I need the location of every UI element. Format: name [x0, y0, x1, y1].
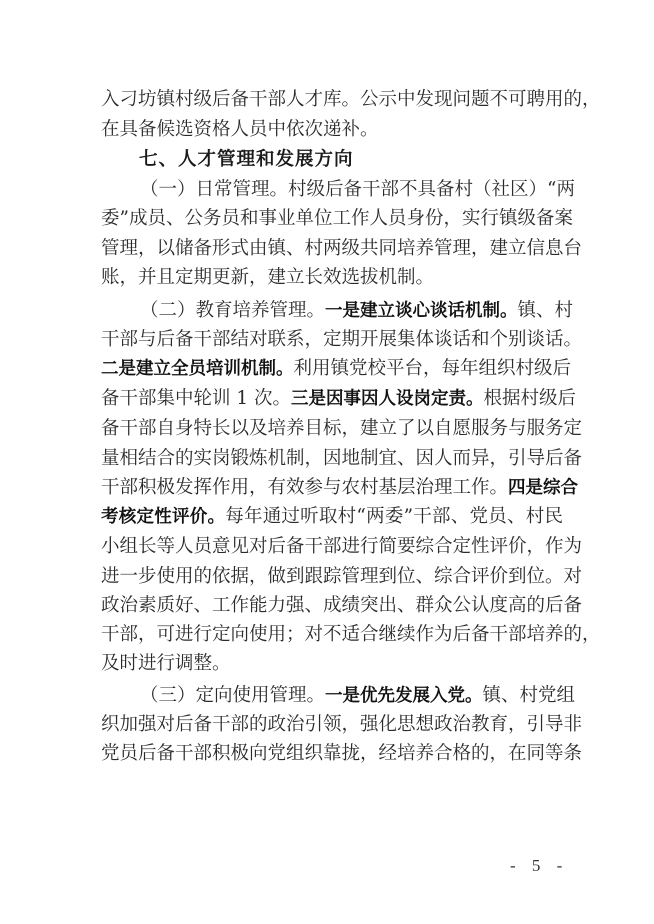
page-number: - 5 - — [510, 856, 569, 875]
body-line: 进一步使用的依据，做到跟踪管理到位、综合评价到位。对 — [101, 566, 583, 587]
subsection-label: （三）定向使用管理。 — [140, 685, 326, 706]
body-line — [140, 299, 574, 323]
body-line — [101, 357, 572, 381]
body-text: 备干部集中轮训 1 次。 — [101, 388, 292, 409]
body-line — [140, 684, 576, 708]
body-text: 每年通过听取村“两委”干部、党员、村民 — [225, 506, 563, 527]
body-text: 镇、村党组 — [482, 685, 576, 706]
body-line — [101, 387, 577, 411]
body-line: 入刁坊镇村级后备干部人才库。公示中发现问题不可聘用的， — [101, 89, 601, 110]
body-line: （一）日常管理。村级后备干部不具备村（社区）“两 — [140, 179, 575, 200]
bold-phrase: 考核定性评价。 — [101, 507, 226, 527]
bold-phrase: 一是建立谈心谈话机制。 — [325, 301, 518, 321]
body-text: 利用镇党校平台，每年组织村级后 — [293, 358, 572, 379]
bold-phrase: 三是因事因人设岗定责。 — [291, 389, 484, 409]
body-line: 及时进行调整。 — [101, 653, 231, 674]
body-text: 干部积极发挥作用，有效参与农村基层治理工作。 — [101, 477, 509, 498]
body-line: 党员后备干部积极向党组织靠拢，经培养合格的，在同等条 — [101, 743, 583, 764]
body-text: 根据村级后 — [483, 388, 577, 409]
subsection-label: （二）教育培养管理。 — [140, 300, 326, 321]
body-line: 备干部自身特长以及培养目标，建立了以自愿服务与服务定 — [101, 418, 583, 439]
bold-phrase: 二是建立全员培训机制。 — [101, 359, 294, 379]
body-line: 委”成员、公务员和事业单位工作人员身份，实行镇级备案 — [101, 208, 573, 229]
body-line: 干部与后备干部结对联系，定期开展集体谈话和个别谈话。 — [101, 329, 583, 350]
body-line: 干部，可进行定向使用；对不适合继续作为后备干部培养的， — [101, 624, 601, 645]
body-line: 织加强对后备干部的政治引领，强化思想政治教育，引导非 — [101, 714, 583, 735]
body-line — [101, 476, 579, 500]
body-text: 镇、村 — [517, 300, 574, 321]
bold-phrase: 一是优先发展入党。 — [325, 686, 483, 706]
body-line: 量相结合的实岗锻炼机制，因地制宜、因人而异，引导后备 — [101, 448, 583, 469]
body-line: 小组长等人员意见对后备干部进行简要综合定性评价，作为 — [101, 536, 583, 557]
body-line: 政治素质好、工作能力强、成绩突出、群众公认度高的后备 — [101, 595, 583, 616]
body-line: 管理，以储备形式由镇、村两级共同培养管理，建立信息台 — [101, 238, 583, 259]
bold-phrase: 四是综合 — [508, 478, 579, 498]
body-line — [101, 505, 563, 529]
section-heading-7: 七、人才管理和发展方向 — [139, 149, 354, 170]
body-line: 账，并且定期更新，建立长效选拔机制。 — [101, 267, 435, 288]
body-line: 在具备候选资格人员中依次递补。 — [101, 119, 379, 140]
